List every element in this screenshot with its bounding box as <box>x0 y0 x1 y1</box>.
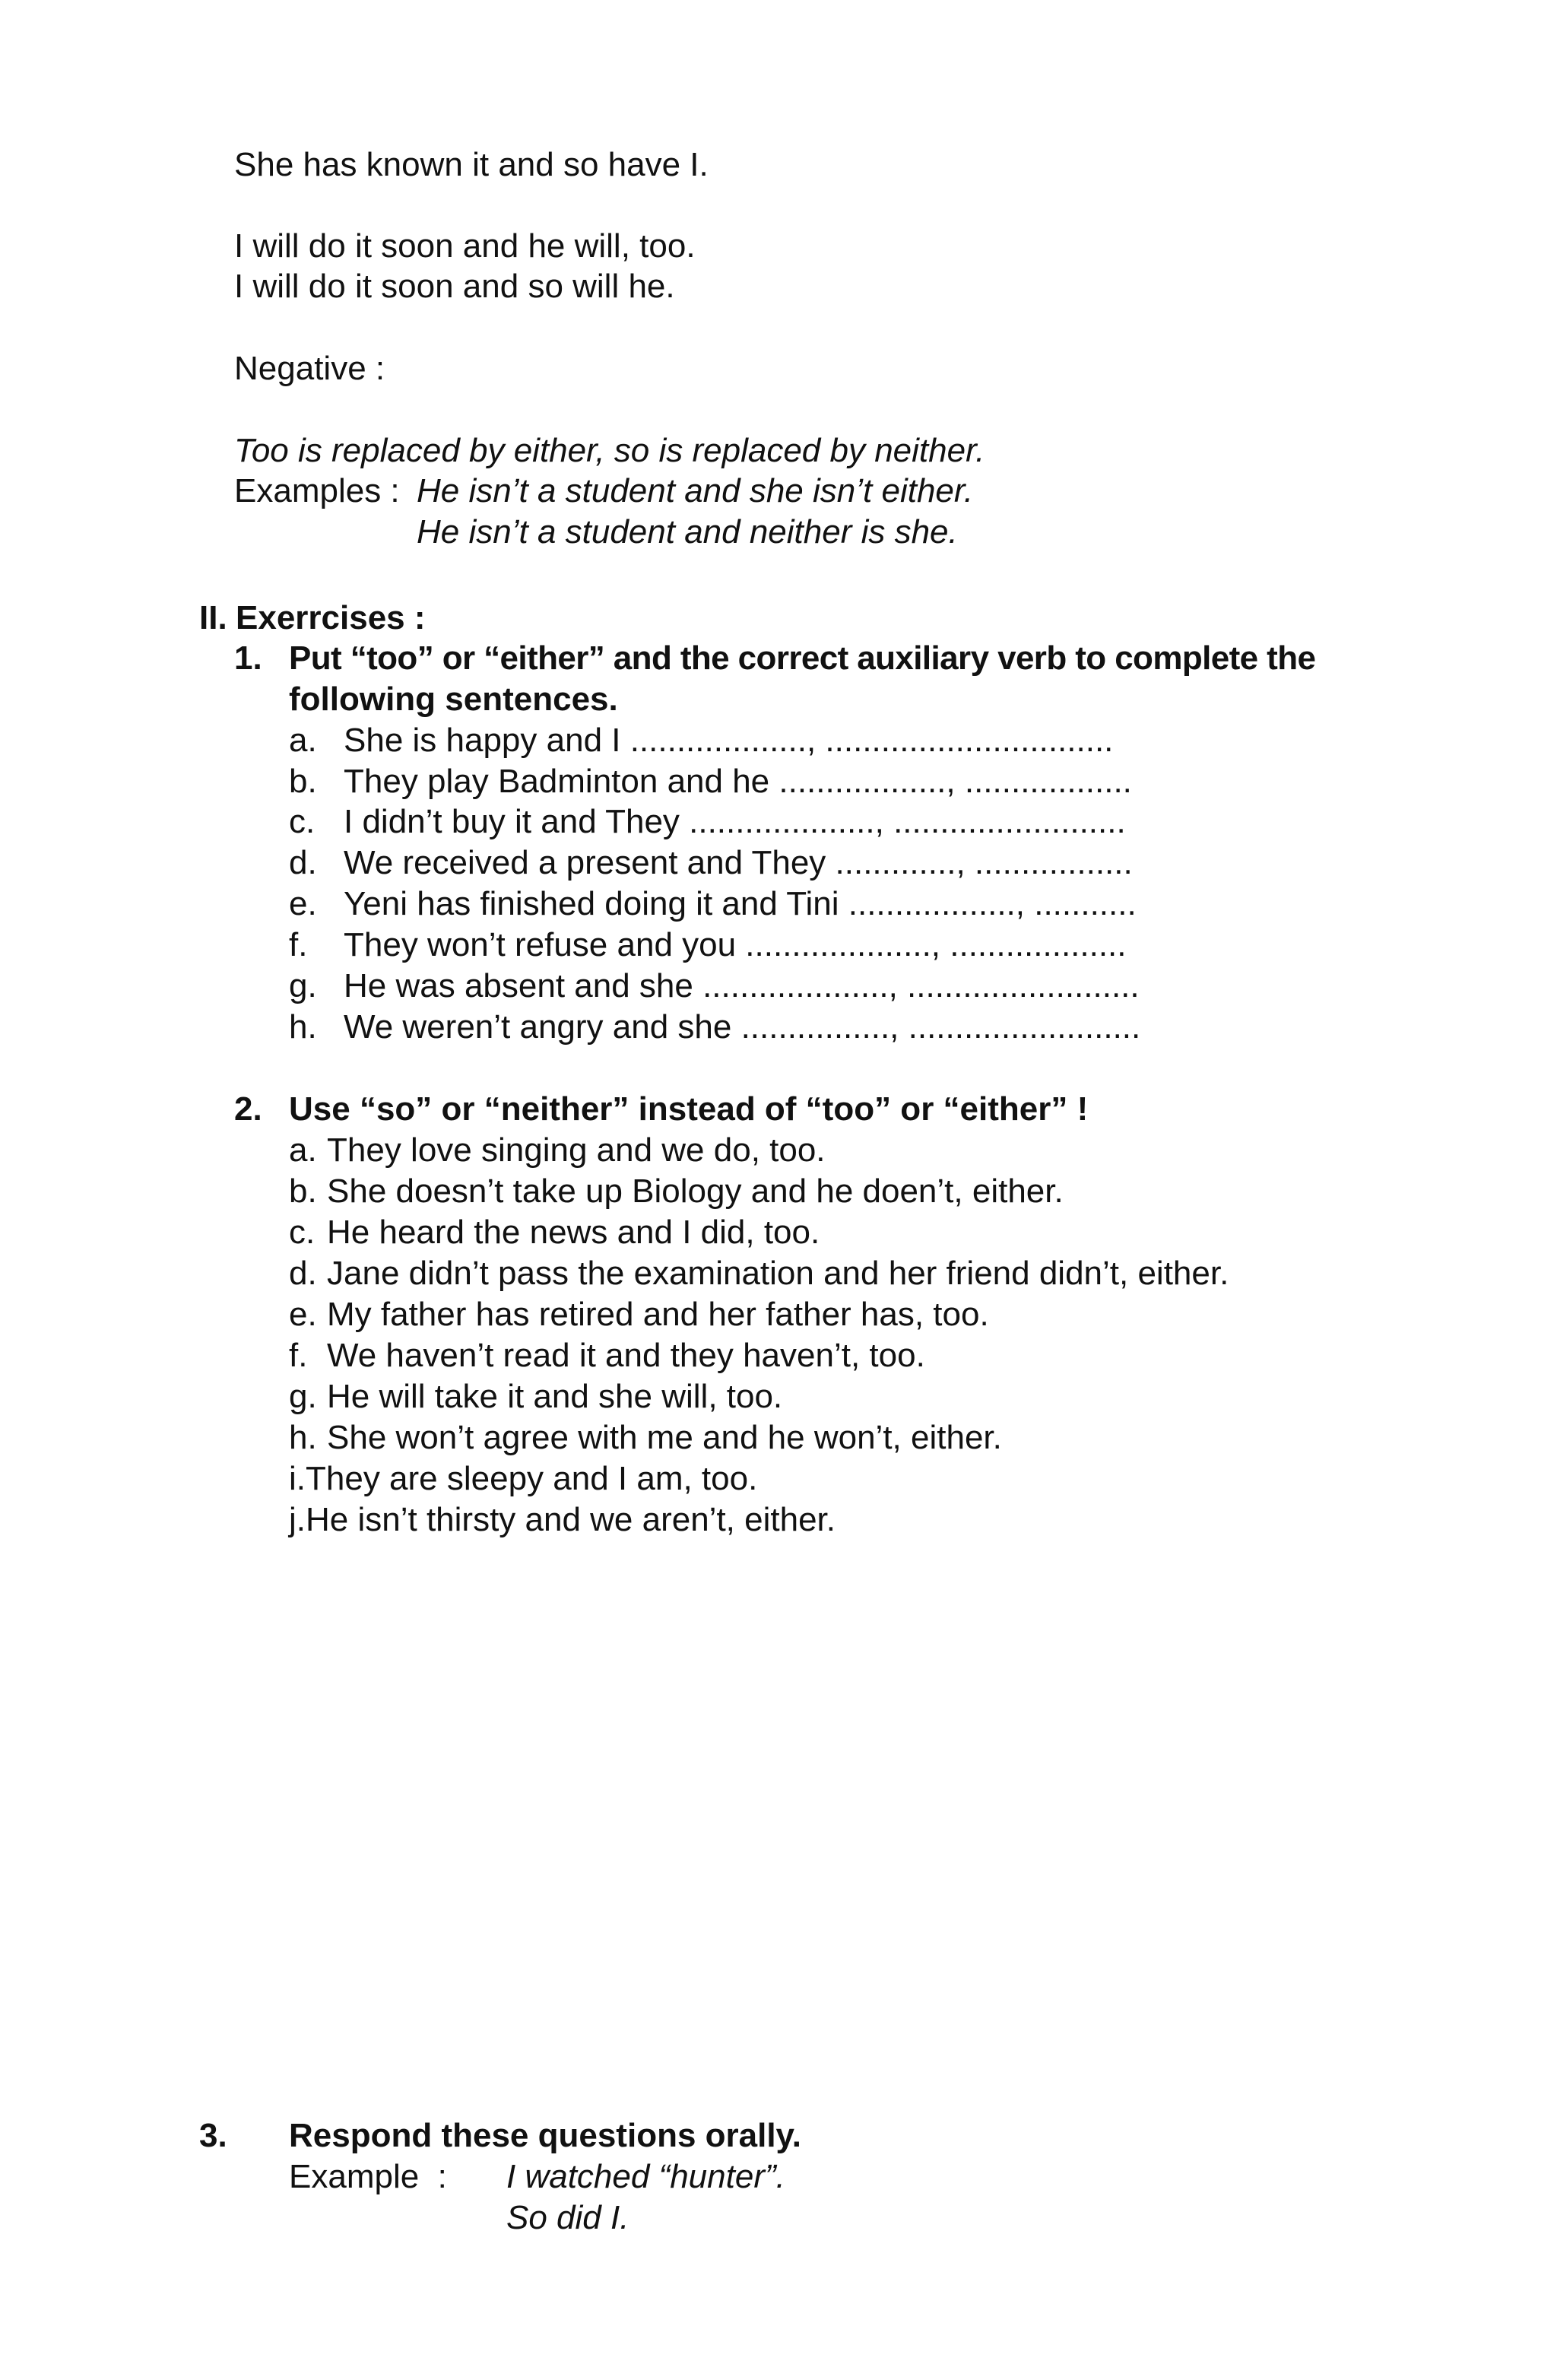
negative-rule: Too is replaced by either, so is replaced by neither. <box>234 432 985 469</box>
item-label: c. <box>289 803 316 840</box>
exercise-3-number: 3. <box>199 2117 227 2154</box>
item-label: j. <box>289 1501 306 1538</box>
item-text: They won’t refuse and you ...................., ................... <box>344 926 1127 963</box>
exercise-3-instruction: Respond these questions orally. <box>289 2117 801 2154</box>
exercise-2-item <box>289 1499 836 1541</box>
item-label: b. <box>289 763 317 800</box>
item-text: They are sleepy and I am, too. <box>306 1460 758 1497</box>
section-number: II. <box>199 599 227 636</box>
item-label: a. <box>289 1131 317 1169</box>
example-1: He isn’t a student and she isn’t either. <box>417 472 974 509</box>
intro-line-2: I will do it soon and he will, too. <box>234 227 696 265</box>
item-label: a. <box>289 722 317 759</box>
section-heading: Exerrcises : <box>236 599 426 636</box>
item-text: We weren’t angry and she ................, ......................... <box>344 1008 1141 1046</box>
exercise-2-number: 2. <box>234 1090 262 1128</box>
item-label: e. <box>289 885 317 922</box>
item-label: c. <box>289 1214 316 1251</box>
item-label: g. <box>289 1378 317 1415</box>
item-text: She is happy and I ..................., ............................... <box>344 722 1114 759</box>
item-label: e. <box>289 1296 317 1333</box>
item-label: f. <box>289 1337 308 1374</box>
item-label: h. <box>289 1008 317 1046</box>
exercise-2-instruction: Use “so” or “neither” instead of “too” or “either” ! <box>289 1090 1089 1128</box>
item-text: Jane didn’t pass the examination and her friend didn’t, either. <box>327 1255 1229 1292</box>
item-text: He heard the news and I did, too. <box>327 1214 820 1251</box>
item-label: f. <box>289 926 308 963</box>
item-text: My father has retired and her father has, too. <box>327 1296 989 1333</box>
item-text: We received a present and They ............., ................. <box>344 844 1133 881</box>
item-label: h. <box>289 1419 317 1456</box>
examples-label: Examples : <box>234 472 400 509</box>
item-text: They play Badminton and he .................., .................. <box>344 763 1132 800</box>
item-label: d. <box>289 1255 317 1292</box>
intro-line-1: She has known it and so have I. <box>234 146 709 183</box>
exercise-1-instruction-line-2: following sentences. <box>289 681 618 718</box>
item-text: I didn’t buy it and They ...................., ......................... <box>344 803 1126 840</box>
item-label: i. <box>289 1460 306 1497</box>
negative-heading: Negative : <box>234 350 385 387</box>
item-text: He isn’t thirsty and we aren’t, either. <box>306 1501 836 1538</box>
item-label: g. <box>289 967 317 1004</box>
exercise-3-example-question: I watched “hunter”. <box>506 2158 785 2195</box>
example-2: He isn’t a student and neither is she. <box>417 513 958 551</box>
item-text: They love singing and we do, too. <box>327 1131 826 1169</box>
exercise-1-instruction-line-1: Put “too” or “either” and the correct auxiliary verb to complete the <box>289 639 1316 677</box>
item-label: b. <box>289 1173 317 1210</box>
exercise-2-item <box>289 1458 757 1499</box>
item-text: He was absent and she ...................., ......................... <box>344 967 1140 1004</box>
intro-line-3: I will do it soon and so will he. <box>234 268 675 305</box>
item-label: d. <box>289 844 317 881</box>
exercise-1-number: 1. <box>234 639 262 677</box>
item-text: She won’t agree with me and he won’t, either. <box>327 1419 1002 1456</box>
exercise-3-example-answer: So did I. <box>506 2199 629 2236</box>
item-text: We haven’t read it and they haven’t, too. <box>327 1337 925 1374</box>
exercise-3-example-label: Example : <box>289 2158 447 2195</box>
item-text: Yeni has finished doing it and Tini .................., ........... <box>344 885 1137 922</box>
item-text: She doesn’t take up Biology and he doen’t, either. <box>327 1173 1064 1210</box>
item-text: He will take it and she will, too. <box>327 1378 783 1415</box>
